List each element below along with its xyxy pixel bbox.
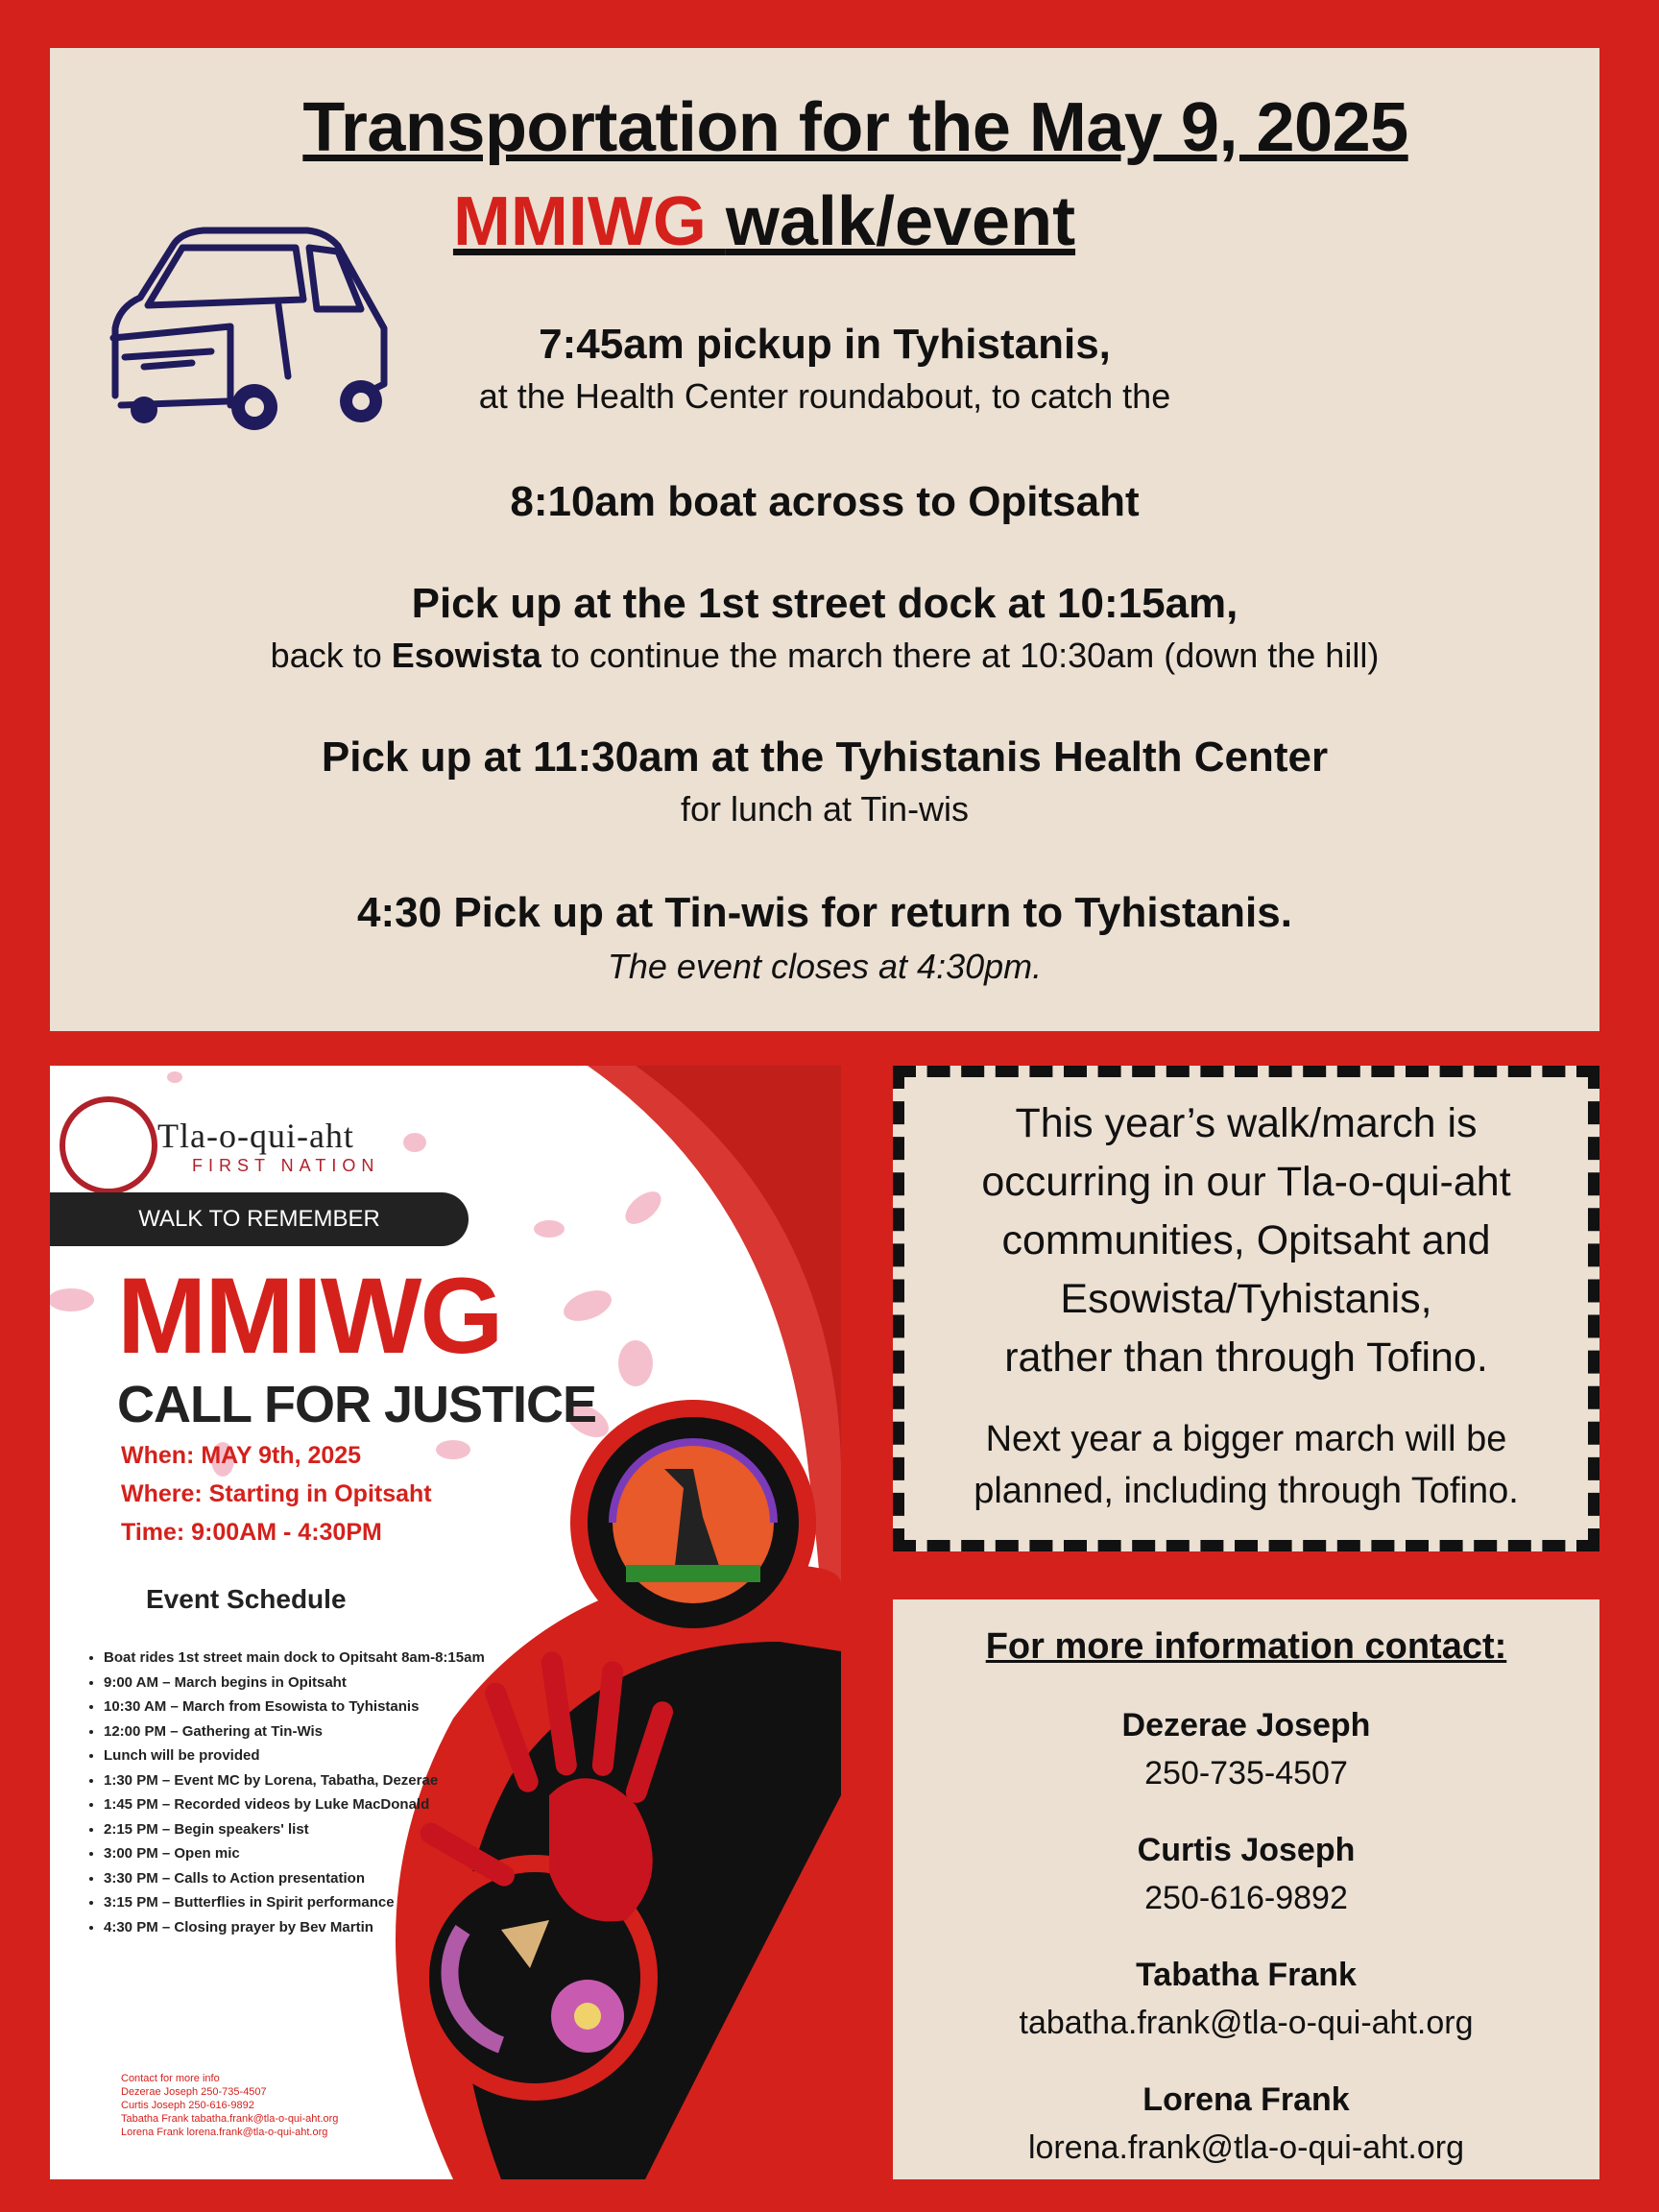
mmiwg-label: MMIWG bbox=[452, 183, 726, 260]
walk-to-remember-banner: WALK TO REMEMBER bbox=[50, 1192, 469, 1246]
list-item: • 3:30 PM – Calls to Action presentation bbox=[104, 1866, 488, 1891]
list-item: • Boat rides 1st street main dock to Opitsaht 8am-8:15am bbox=[104, 1646, 488, 1671]
list-item: • 3:15 PM – Butterflies in Spirit performance bbox=[104, 1890, 488, 1915]
page-title: Transportation for the May 9, 2025 bbox=[302, 89, 1408, 166]
notice-paragraph-2: Next year a bigger march will be planned, including through Tofino. bbox=[974, 1419, 1519, 1511]
contact-phone[interactable]: 250-616-9892 bbox=[1144, 1880, 1348, 1916]
list-item: • 9:00 AM – March begins in Opitsaht bbox=[104, 1671, 488, 1695]
poster-when: When: MAY 9th, 2025 bbox=[121, 1442, 362, 1469]
poster-where: Where: Starting in Opitsaht bbox=[121, 1480, 432, 1507]
list-item: • 1:30 PM – Event MC by Lorena, Tabatha, Dezerae bbox=[104, 1768, 488, 1793]
list-item: • 10:30 AM – March from Esowista to Tyhistanis bbox=[104, 1695, 488, 1719]
poster-time: Time: 9:00AM - 4:30PM bbox=[121, 1519, 382, 1546]
boat-crossing: 8:10am boat across to Opitsaht bbox=[510, 478, 1140, 525]
walk-event-label: walk/event bbox=[725, 183, 1076, 260]
contact-name: Dezerae Joseph bbox=[1121, 1707, 1371, 1743]
pickup-2: Pick up at the 1st street dock at 10:15am, back to Esowista to continue the march there at 10:30am (down the hill) bbox=[270, 580, 1380, 675]
pickup-1: 7:45am pickup in Tyhistanis, at the Health Center roundabout, to catch the bbox=[478, 321, 1171, 416]
list-item: • 2:15 PM – Begin speakers' list bbox=[104, 1817, 488, 1842]
poster-contact: Contact for more info Dezerae Joseph 250-735-4507 Curtis Joseph 250-616-9892 Tabatha Frank tabatha.frank@tla-o-qui-aht.org Lorena Frank lorena.frank@tla-o-qui-aht.org bbox=[121, 2073, 339, 2138]
list-item: • 3:00 PM – Open mic bbox=[104, 1841, 488, 1866]
list-item: • 1:45 PM – Recorded videos by Luke MacDonald bbox=[104, 1792, 488, 1817]
pickup-3: Pick up at 11:30am at the Tyhistanis Health Center for lunch at Tin-wis bbox=[321, 733, 1329, 829]
contact-phone[interactable]: 250-735-4507 bbox=[1144, 1755, 1348, 1791]
list-item: • Lunch will be provided bbox=[104, 1743, 488, 1768]
event-schedule-list bbox=[79, 1646, 488, 1939]
transportation-panel bbox=[50, 48, 1599, 1031]
notice-box bbox=[893, 1066, 1599, 1551]
poster-headline: MMIWG bbox=[117, 1256, 502, 1376]
contact-name: Tabatha Frank bbox=[1136, 1957, 1357, 1993]
list-item: • 12:00 PM – Gathering at Tin-Wis bbox=[104, 1719, 488, 1744]
contact-email[interactable]: tabatha.frank@tla-o-qui-aht.org bbox=[1019, 2005, 1474, 2041]
org-subtitle: FIRST NATION bbox=[192, 1156, 380, 1175]
event-schedule-title: Event Schedule bbox=[146, 1584, 347, 1614]
notice-paragraph-1: This year’s walk/march is occurring in our Tla-o-qui-aht communities, Opitsaht and Esowista/Tyhistanis, rather than through Tofino. bbox=[981, 1100, 1511, 1381]
contact-name: Lorena Frank bbox=[1142, 2081, 1350, 2118]
contact-box bbox=[893, 1599, 1599, 2179]
contact-name: Curtis Joseph bbox=[1137, 1832, 1356, 1868]
event-poster bbox=[50, 1066, 841, 2179]
list-item: • 4:30 PM – Closing prayer by Bev Martin bbox=[104, 1915, 488, 1940]
poster-subheadline: CALL FOR JUSTICE bbox=[117, 1376, 597, 1433]
tla-o-qui-aht-logo bbox=[60, 1096, 157, 1194]
contact-email[interactable]: lorena.frank@tla-o-qui-aht.org bbox=[1027, 2129, 1465, 2166]
pickup-4: 4:30 Pick up at Tin-wis for return to Tyhistanis. The event closes at 4:30pm. bbox=[357, 889, 1292, 986]
contact-heading: For more information contact: bbox=[985, 1626, 1507, 1667]
org-name: Tla-o-qui-aht bbox=[157, 1117, 354, 1155]
